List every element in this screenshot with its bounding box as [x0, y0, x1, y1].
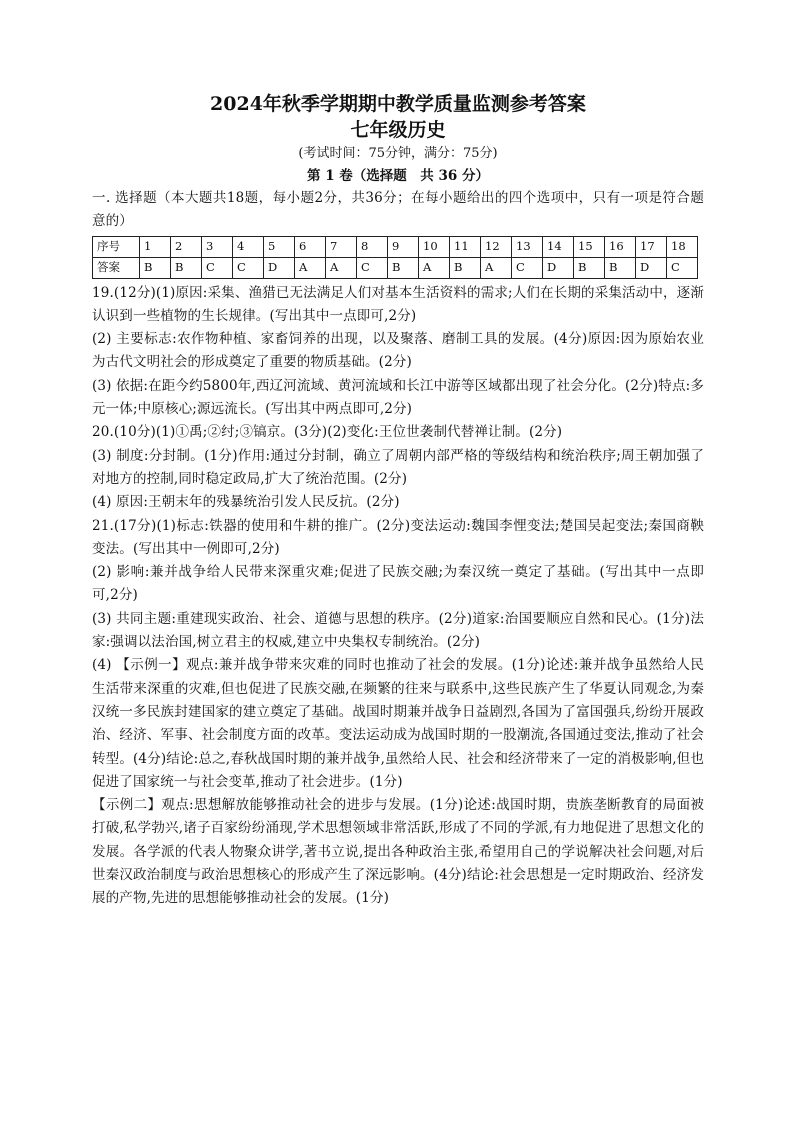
table-cell: C [667, 257, 698, 278]
table-row-numbers [93, 236, 698, 257]
table-cell: 17 [636, 236, 667, 257]
row-header-number: 序号 [93, 236, 140, 257]
table-cell: B [388, 257, 419, 278]
answer-paragraph: (4) 【示例一】观点:兼并战争带来灾难的同时也推动了社会的发展。(1分)论述:兼并战争虽然给人民生活带来深重的灾难,但也促进了民族交融,在频繁的往来与联系中,这些民族产生了华夏认同观念,为秦汉统一多民族封建国家的建立奠定了基础。战国时期兼并战争日益剧烈,各国为了富国强兵,纷纷开展政治、经济、军事、社会制度方面的改革。变法运动成为战国时期的一股潮流,各国通过变法,推动了社会转型。(4分)结论:总之,春秋战国时期的兼并战争,虽然给人民、社会和经济带来了一定的消极影响,但也促进了国家统一与社会变革,推动了社会进步。(1分) [92, 657, 704, 790]
table-cell: 3 [202, 236, 233, 257]
table-cell: B [140, 257, 171, 278]
table-cell: D [543, 257, 574, 278]
table-cell: D [636, 257, 667, 278]
table-cell: 18 [667, 236, 698, 257]
section-title: 第 1 卷（选择题 共 36 分） [307, 168, 489, 184]
answer-paragraph: (2) 影响:兼并战争给人民带来深重灾难;促进了民族交融;为秦汉统一奠定了基础。(写出其中一点即可,2分) [92, 564, 704, 604]
table-cell: 14 [543, 236, 574, 257]
table-cell: 7 [326, 236, 357, 257]
table-cell: B [171, 257, 202, 278]
table-cell: B [574, 257, 605, 278]
table-cell: 10 [419, 236, 450, 257]
row-header-answer: 答案 [93, 257, 140, 278]
table-cell: 1 [140, 236, 171, 257]
table-cell: 2 [171, 236, 202, 257]
table-cell: 4 [233, 236, 264, 257]
answer-paragraph: (4) 原因:王朝末年的残暴统治引发人民反抗。(2分) [92, 494, 400, 511]
table-cell: B [605, 257, 636, 278]
table-cell: C [357, 257, 388, 278]
answer-paragraph: (3) 共同主题:重建现实政治、社会、道德与思想的秩序。(2分)道家:治国要顺应自然和民心。(1分)法家:强调以法治国,树立君主的权威,建立中央集权专制统治。(2分) [92, 610, 704, 651]
table-cell: 16 [605, 236, 636, 257]
answer-paragraph: 【示例二】观点:思想解放能够推动社会的进步与发展。(1分)论述:战国时期，贵族垄断教育的局面被打破,私学勃兴,诸子百家纷纷涌现,学术思想领域非常活跃,形成了不同的学派,有力地促进了思想文化的发展。各学派的代表人物聚众讲学,著书立说,提出各种政治主张,希望用自己的学说解决社会问题,对后世秦汉政治制度与政治思想核心的形成产生了深远影响。(4分)结论:社会思想是一定时期政治、经济发展的产物,先进的思想能够推动社会的发展。(1分) [92, 797, 704, 907]
answer-paragraph: (2) 主要标志:农作物种植、家畜饲养的出现，以及聚落、磨制工具的发展。(4分)原因:因为原始农业为古代文明社会的形成奠定了重要的物质基础。(2分) [92, 331, 704, 371]
table-cell: 13 [512, 236, 543, 257]
table-cell: B [450, 257, 481, 278]
table-cell: 12 [481, 236, 512, 257]
answer-paragraph: 19.(12分)(1)原因:采集、渔猎已无法满足人们对基本生活资料的需求;人们在长期的采集活动中，逐渐认识到一些植物的生长规律。(写出其中一点即可,2分) [92, 284, 704, 324]
answer-paragraph: (3) 依据:在距今约5800年,西辽河流域、黄河流域和长江中游等区域都出现了社会分化。(2分)特点:多元一体;中原核心;源远流长。(写出其中两点即可,2分) [92, 377, 704, 418]
answer-paragraph: (3) 制度:分封制。(1分)作用:通过分封制，确立了周朝内部严格的等级结构和统治秩序;周王朝加强了对地方的控制,同时稳定政局,扩大了统治范围。(2分) [92, 447, 704, 487]
table-cell: 15 [574, 236, 605, 257]
table-cell: 11 [450, 236, 481, 257]
table-cell: A [419, 257, 450, 278]
table-cell: A [295, 257, 326, 278]
answer-table [92, 236, 698, 279]
answer-sheet-page [92, 92, 704, 911]
table-cell: 9 [388, 236, 419, 257]
table-cell: 6 [295, 236, 326, 257]
table-cell: C [512, 257, 543, 278]
section-intro: 一. 选择题（本大题共18题，每小题2分，共36分；在每小题给出的四个选项中，只有一项是符合题意的） [92, 190, 704, 230]
table-row-answers [93, 257, 698, 278]
table-cell: D [264, 257, 295, 278]
exam-info: (考试时间：75分钟，满分：75分) [298, 146, 498, 161]
answer-paragraph: 20.(10分)(1)①禹;②纣;③镐京。(3分)(2)变化:王位世袭制代替禅让制。(2分) [92, 424, 563, 441]
table-cell: 5 [264, 236, 295, 257]
table-cell: A [326, 257, 357, 278]
answer-paragraph: 21.(17分)(1)标志:铁器的使用和牛耕的推广。(2分)变法运动:魏国李悝变法;楚国吴起变法;秦国商鞅变法。(写出其中一例即可,2分) [92, 517, 704, 557]
document-subtitle: 七年级历史 [350, 119, 446, 141]
table-cell: 8 [357, 236, 388, 257]
document-title: 2024年秋季学期期中教学质量监测参考答案 [210, 93, 586, 115]
table-cell: C [233, 257, 264, 278]
table-cell: C [202, 257, 233, 278]
table-cell: A [481, 257, 512, 278]
